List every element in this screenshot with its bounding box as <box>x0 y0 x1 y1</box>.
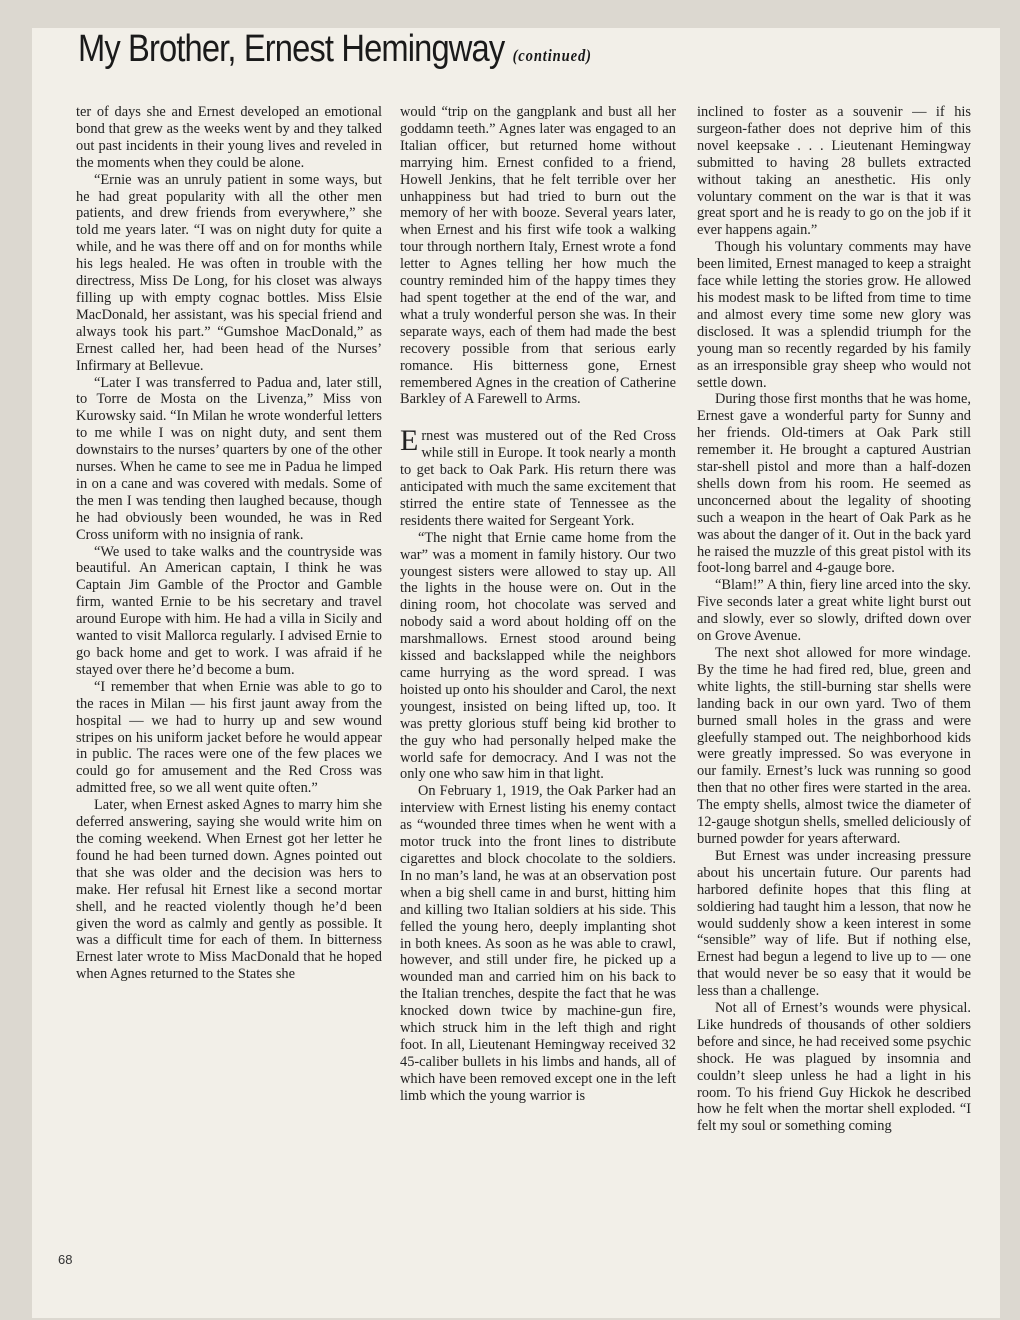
page-number: 68 <box>58 1252 73 1267</box>
paragraph: “I remember that when Ernie was able to go to the races in Milan — his first jaunt away from the hospital — we had to hurry up and sew wound stripes on his uniform jacket before he would appear in public. The races were one of the few places we could go for amusement and the Red Cross was admitted free, so we all went quite often.” <box>76 678 382 797</box>
paragraph: Though his voluntary comments may have been limited, Ernest managed to keep a straight face while letting the stories grow. He allowed his modest mask to be lifted from time to time and almost every time some new glory was disclosed. It was a splendid triumph for the young man so recently regarded by his family as an irresponsible gray sheep who would not settle down. <box>697 239 971 391</box>
paragraph: “The night that Ernie came home from the war” was a moment in family history. Our two youngest sisters were allowed to stay up. All the lights in the house were on. Out in the dining room, hot chocolate was served and nobody said a word about holding off on the marshmallows. Ernest stood around being kissed and backslapped while the neighbors came hurrying as the word spread. I was hoisted up onto his shoulder and Carol, the next youngest, insisted on being lifted up, too. It was pretty glorious stuff being kid brother to the guy who had personally helped make the world safe for democracy. And I was not the only one who saw him in that light. <box>400 529 676 783</box>
paragraph: ter of days she and Ernest developed an emotional bond that grew as the weeks went by and they talked out past incidents in their young lives and reveled in the moments when they could be alone. <box>76 104 382 171</box>
paragraph: “Later I was transferred to Padua and, later still, to Torre de Mosta on the Livenza,” Miss von Kurowsky said. “In Milan he wrote wonderful letters to me while I was on night duty, and sent them downstairs to the nurses’ quarters by one of the other nurses. When he came to see me in Padua he limped in on a cane and was covered with medals. Some of the men I was tending then laughed because, though he had obviously been wounded, he was in Red Cross uniform with no insignia of rank. <box>76 374 382 543</box>
paragraph: “Blam!” A thin, fiery line arced into the sky. Five seconds later a great white light burst out and slowly, ever so slowly, drifted down over on Grove Avenue. <box>697 577 971 645</box>
paragraph: The next shot allowed for more windage. By the time he had fired red, blue, green and white lights, the still-burning star shells were landing back in our own yard. Two of them burned small holes in the grass and were gleefully stamped out. The neighborhood kids were greatly impressed. So was everyone in our family. Ernest’s luck was running so good then that no other fires were started in the area. The empty shells, almost twice the diameter of 12-gauge shotgun shells, smelled deliciously of burned powder for years afterward. <box>697 645 971 847</box>
paragraph: Later, when Ernest asked Agnes to marry him she deferred answering, saying she would write him on the coming weekend. When Ernest got her letter he found he had been turned down. Agnes pointed out that she was older and the decision was hers to make. Her refusal hit Ernest like a second mortar shell, and he reacted violently though he’d been given the word as calmly and gently as possible. It was a difficult time for each of them. In bitterness Ernest later wrote to Miss MacDonald that he hoped when Agnes returned to the States she <box>76 797 382 983</box>
paragraph: Not all of Ernest’s wounds were physical. Like hundreds of thousands of other soldiers before and since, he had received some psychic shock. He was plagued by insomnia and couldn’t sleep unless he had a light in his room. To his friend Guy Hickok he described how he felt when the mortar shell exploded. “I felt my soul or something coming <box>697 1000 971 1135</box>
text-column-2 <box>400 104 676 1105</box>
article-title <box>78 28 592 71</box>
paragraph: “Ernie was an unruly patient in some ways, but he had great popularity with all the other men patients, and drew friends from everywhere,” she told me years later. “I was on night duty for quite a while, and he was there off and on for months while his legs healed. He was often in trouble with the directress, Miss De Long, for his closet was always filling up with empty cognac bottles. Miss Elsie MacDonald, her assistant, was his special friend and always took his part.” “Gumshoe MacDonald,” as Ernest called her, had been head of the Nurses’ Infirmary at Bellevue. <box>76 171 382 374</box>
paragraph: “We used to take walks and the countryside was beautiful. An American captain, I think he was Captain Jim Gamble of the Proctor and Gamble firm, wanted Ernie to be his secretary and travel around Europe with him. He had a villa in Sicily and wanted to visit Mallorca regularly. I advised Ernie to go back home and get to work. I was afraid if he stayed over there he’d become a bum. <box>76 543 382 678</box>
paragraph: would “trip on the gangplank and bust all her goddamn teeth.” Agnes later was engaged to an Italian officer, but returned home without marrying him. Ernest confided to a friend, Howell Jenkins, that he felt terrible over her unhappiness but had tried to burn out the memory of her with booze. Several years later, when Ernest and his first wife took a walking tour through northern Italy, Ernest wrote a fond letter to Agnes telling her how much the country reminded him of the happy times they had spent together at the end of the war, and what a truly wonderful person she was. In their separate ways, each of them had made the best recovery possible from that serious early romance. His bitterness gone, Ernest remembered Agnes in the creation of Catherine Barkley of A Farewell to Arms. <box>400 104 676 408</box>
paragraph: During those first months that he was home, Ernest gave a wonderful party for Sunny and her friends. Old-timers at Oak Park still remember it. He brought a captured Austrian star-shell pistol and more than a half-dozen shells down from his room. He seemed as unconcerned about the legality of shooting such a weapon in the heart of Oak Park as he was about the danger of it. Out in the back yard he raised the muzzle of this great pistol with its foot-long barrel and 4-gauge bore. <box>697 391 971 577</box>
continued-label: (continued) <box>512 46 592 65</box>
paragraph: Ernest was mustered out of the Red Cross while still in Europe. It took nearly a month to get back to Oak Park. His return there was anticipated with much the same excitement that stirred the entire state of Tennessee as the residents there waited for Sergeant York. <box>400 424 676 529</box>
paragraph: inclined to foster as a souvenir — if his surgeon-father does not deprive him of this novel keepsake . . . Lieutenant Hemingway submitted to having 28 bullets extracted without taking an anesthetic. His only voluntary comment on the war is that it was great sport and he is ready to go on the job if it ever happens again.” <box>697 104 971 239</box>
paragraph: On February 1, 1919, the Oak Parker had an interview with Ernest listing his enemy contact as “wounded three times when he went with a motor truck into the front lines to distribute cigarettes and block chocolate to the soldiers. In no man’s land, he was at an observation post when a big shell came in and burst, hitting him and killing two Italian soldiers at his side. This felled the young hero, deeply implanting shot in both knees. As soon as he was able to crawl, however, and still under fire, he picked up a wounded man and carried him on his back to the Italian trenches, despite the fact that he was knocked down twice by machine-gun fire, which struck him in the left thigh and right foot. In all, Lieutenant Hemingway received 32 45-caliber bullets in his limbs and hands, all of which have been removed except one in the left limb which the young warrior is <box>400 783 676 1104</box>
text-column-3 <box>697 104 971 1135</box>
paragraph: But Ernest was under increasing pressure about his uncertain future. Our parents had harbored definite hopes that this fling at soldiering had taught him a lesson, that now he would suddenly show a keen interest in some “sensible” way of life. But if nothing else, Ernest had begun a legend to live up to — one that would never be so easy that it would be less than a challenge. <box>697 847 971 1000</box>
title-text: My Brother, Ernest Hemingway <box>78 28 505 70</box>
text-column-1 <box>76 104 382 983</box>
